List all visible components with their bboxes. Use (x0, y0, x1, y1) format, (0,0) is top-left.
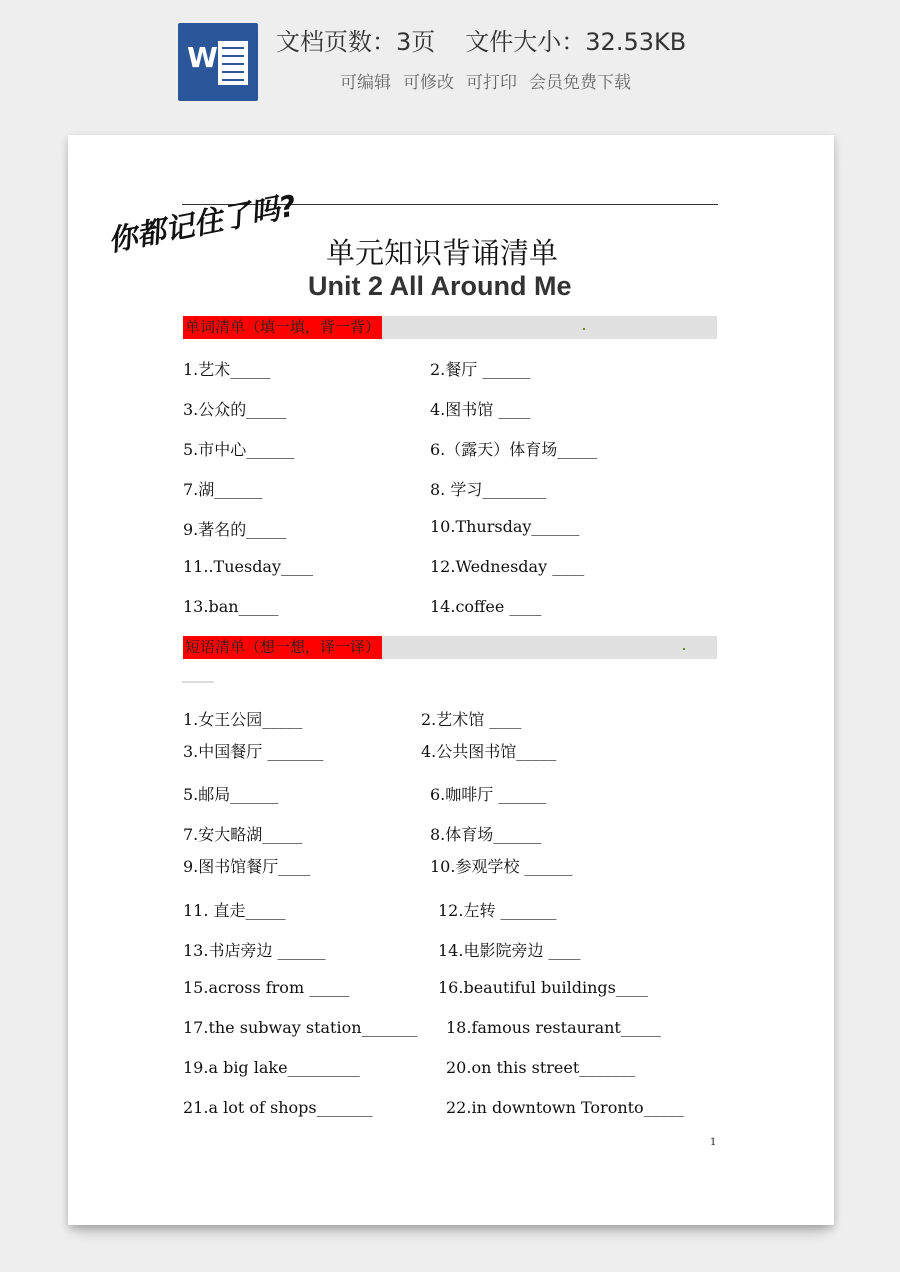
page-count-text: 文档页数：3页 (276, 28, 436, 56)
document-page (68, 135, 834, 1225)
phrase-item: 4.公共图书馆_____ (421, 742, 557, 761)
vocab-item: 7.湖______ (183, 480, 263, 499)
feature-free-download: 会员免费下载 (529, 73, 631, 93)
page-number: 1 (710, 1137, 717, 1148)
phrase-item: 22.in downtown Toronto_____ (446, 1098, 684, 1117)
vocab-item: 9.著名的_____ (183, 520, 287, 539)
phrase-item: 19.a big lake_________ (183, 1058, 360, 1077)
vocab-item: 6.（露天）体育场_____ (430, 440, 598, 459)
section-header-phrases (183, 636, 717, 659)
phrase-item: 14.电影院旁边 ____ (438, 941, 581, 960)
vocab-item: 3.公众的_____ (183, 400, 287, 419)
phrase-item: 13.书店旁边 ______ (183, 941, 326, 960)
download-banner (0, 0, 900, 130)
word-document-icon: W (178, 23, 258, 101)
phrase-item: 7.安大略湖_____ (183, 825, 303, 844)
phrase-item: 9.图书馆餐厅____ (183, 857, 311, 876)
feature-editable: 可编辑 (340, 73, 391, 93)
feature-modifiable: 可修改 (403, 73, 454, 93)
file-size-text: 文件大小：32.53KB (465, 28, 687, 56)
phrase-item: 15.across from _____ (183, 978, 350, 997)
phrase-item: 8.体育场______ (430, 825, 542, 844)
phrase-item: 20.on this street_______ (446, 1058, 636, 1077)
vocab-item: 14.coffee ____ (430, 597, 542, 616)
vocab-item: 1.艺术_____ (183, 360, 271, 379)
phrase-item: 11. 直走_____ (183, 901, 286, 920)
phrase-item: 6.咖啡厅 ______ (430, 785, 547, 804)
phrase-item: 2.艺术馆 ____ (421, 710, 522, 729)
file-info (276, 22, 686, 57)
section-label: 单词清单（填一填，背一背） (183, 316, 382, 339)
phrase-item: 21.a lot of shops_______ (183, 1098, 373, 1117)
phrase-item: 1.女王公园_____ (183, 710, 303, 729)
vocab-item: 2.餐厅 ______ (430, 360, 531, 379)
vocab-item: 4.图书馆 ____ (430, 400, 531, 419)
feature-list (340, 68, 631, 93)
phrase-item: 17.the subway station_______ (183, 1018, 418, 1037)
vocab-item: 12.Wednesday ____ (430, 557, 585, 576)
section-label: 短语清单（想一想，译一译） (183, 636, 382, 659)
vocab-item: 10.Thursday______ (430, 517, 580, 536)
phrase-item: 12.左转 _______ (438, 901, 557, 920)
phrase-item: 10.参观学校 ______ (430, 857, 573, 876)
phrase-item: 5.邮局______ (183, 785, 279, 804)
section-header-words (183, 316, 717, 339)
unit-title: Unit 2 All Around Me (308, 271, 572, 301)
feature-printable: 可打印 (466, 73, 517, 93)
phrase-item: 16.beautiful buildings____ (438, 978, 648, 997)
phrase-item: 3.中国餐厅 _______ (183, 742, 324, 761)
reminder-stamp: 你都记住了吗? (105, 188, 299, 259)
vocab-item: 11..Tuesday____ (183, 557, 314, 576)
vocab-item: 5.市中心______ (183, 440, 295, 459)
phrase-item: 18.famous restaurant_____ (446, 1018, 661, 1037)
page-title: 单元知识背诵清单 (326, 236, 559, 270)
vocab-item: 8. 学习________ (430, 480, 547, 499)
vocab-item: 13.ban_____ (183, 597, 279, 616)
